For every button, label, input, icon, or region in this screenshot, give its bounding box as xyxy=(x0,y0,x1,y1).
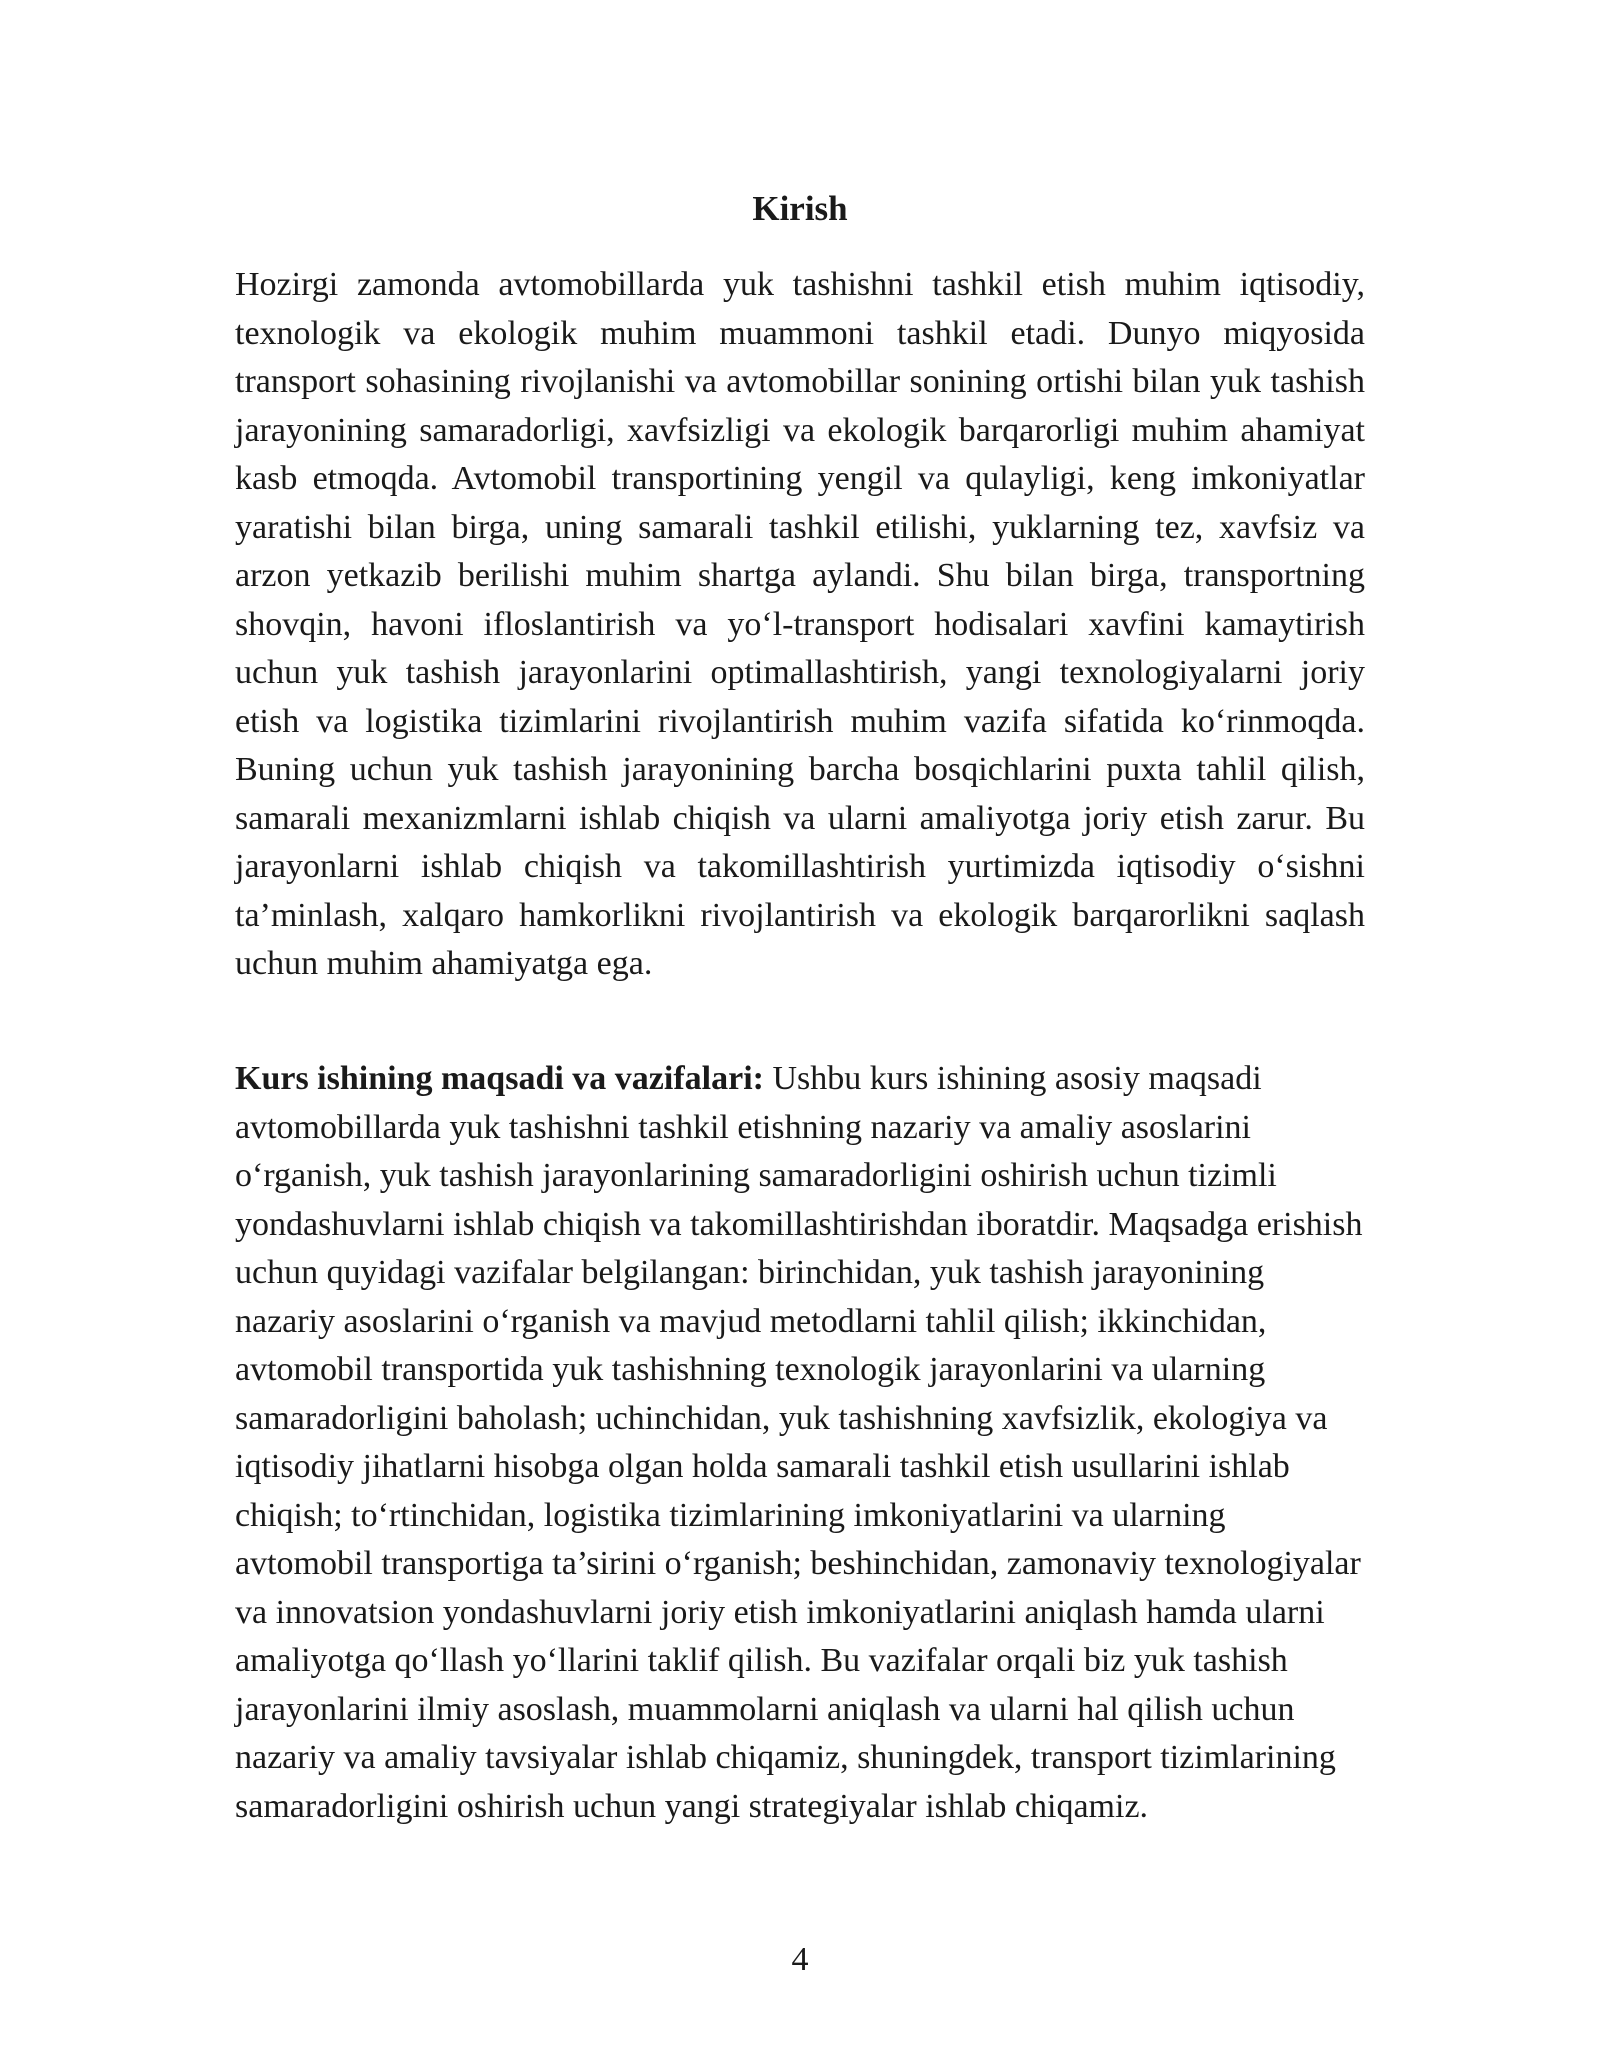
aims-text: Ushbu kurs ishining asosiy maqsadi avtomobillarda yuk tashishni tashkil etishning nazariy va amaliy asoslarini o‘rganish, yuk tashish jarayonlarining samaradorligini oshirish uchun tizimli yondashuvlarni ishlab chiqish va takomillashtirishdan iboratdir. Maqsadga erishish uchun quyidagi vazifalar belgilangan: birinchidan, yuk tashish jarayonining nazariy asoslarini o‘rganish va mavjud metodlarni tahlil qilish; ikkinchidan, avtomobil transportida yuk tashishning texnologik jarayonlarini va ularning samaradorligini baholash; uchinchidan, yuk tashishning xavfsizlik, ekologiya va iqtisodiy jihatlarni hisobga olgan holda samarali tashkil etish usullarini ishlab chiqish; to‘rtinchidan, logistika tizimlarining imkoniyatlarini va ularning avtomobil transportiga ta’sirini o‘rganish; beshinchidan, zamonaviy texnologiyalar va innovatsion yondashuvlarni joriy etish imkoniyatlarini aniqlash hamda ularni amaliyotga qo‘llash yo‘llarini taklif qilish. Bu vazifalar orqali biz yuk tashish jarayonlarini ilmiy asoslash, muammolarni aniqlash va ularni hal qilish uchun nazariy va amaliy tavsiyalar ishlab chiqamiz, shuningdek, transport tizimlarining samaradorligini oshirish uchun yangi strategiyalar ishlab chiqamiz. xyxy=(235,1060,1363,1825)
aims-paragraph xyxy=(235,1055,1365,1831)
section-heading: Kirish xyxy=(752,189,848,228)
page-number: 4 xyxy=(791,1941,809,1978)
intro-paragraph: Hozirgi zamonda avtomobillarda yuk tashishni tashkil etish muhim iqtisodiy, texnologik va ekologik muhim muammoni tashkil etadi. Dunyo miqyosida transport sohasining rivojlanishi va avtomobillar sonining ortishi bilan yuk tashish jarayonining samaradorligi, xavfsizligi va ekologik barqarorligi muhim ahamiyat kasb etmoqda. Avtomobil transportining yengil va qulayligi, keng imkoniyatlar yaratishi bilan birga, uning samarali tashkil etilishi, yuklarning tez, xavfsiz va arzon yetkazib berilishi muhim shartga aylandi. Shu bilan birga, transportning shovqin, havoni ifloslantirish va yo‘l-transport hodisalari xavfini kamaytirish uchun yuk tashish jarayonlarini optimallashtirish, yangi texnologiyalarni joriy etish va logistika tizimlarini rivojlantirish muhim vazifa sifatida ko‘rinmoqda. Buning uchun yuk tashish jarayonining barcha bosqichlarini puxta tahlil qilish, samarali mexanizmlarni ishlab chiqish va ularni amaliyotga joriy etish zarur. Bu jarayonlarni ishlab chiqish va takomillashtirish yurtimizda iqtisodiy o‘sishni ta’minlash, xalqaro hamkorlikni rivojlantirish va ekologik barqarorlikni saqlash uchun muhim ahamiyatga ega. xyxy=(235,266,1365,982)
aims-label: Kurs ishining maqsadi va vazifalari: xyxy=(235,1060,764,1097)
